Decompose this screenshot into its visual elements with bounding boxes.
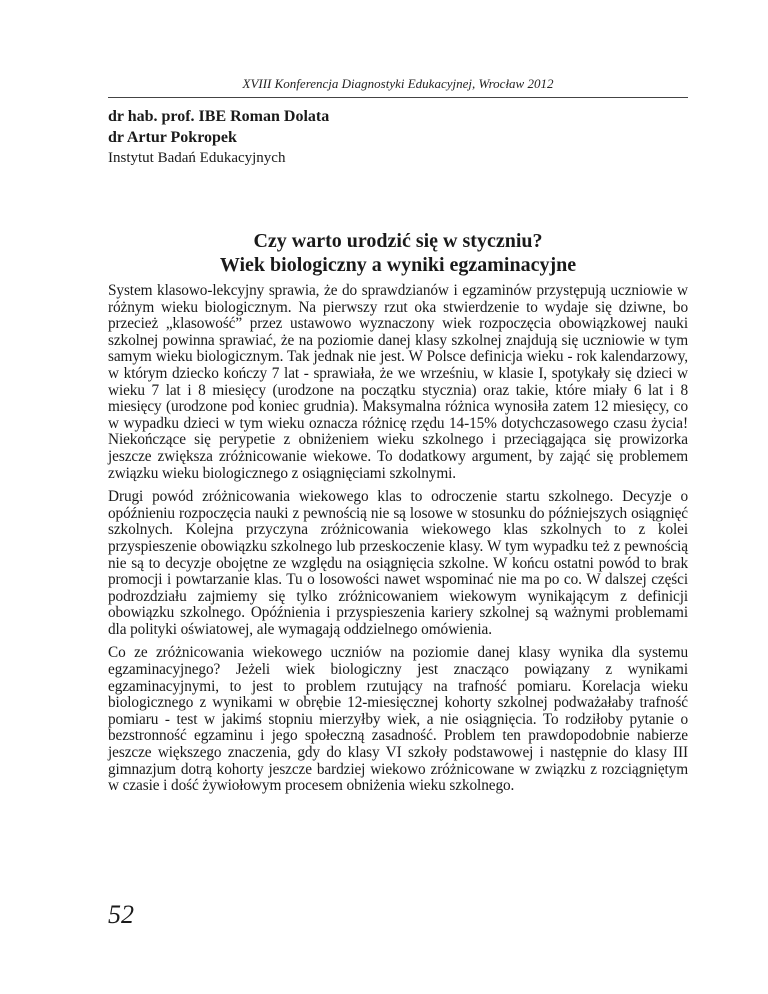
header-divider — [108, 97, 688, 98]
author-affiliation: Instytut Badań Edukacyjnych — [108, 150, 286, 166]
body-paragraph: System klasowo-lekcyjny sprawia, że do sprawdzianów i egzaminów przystępują uczniowie w różnym wieku biologicznym. Na pierwszy rzut oka stwierdzenie to wydaje się dziwne, bo przecież „klasowość” przez ustawowo wyznaczony wiek rozpoczęcia obowiązkowej nauki szkolnej powinna sprawiać, że na poziomie danej klasy szkolnej znajdują się uczniowie w tym samym wieku biologicznym. Tak jednak nie jest. W Polsce definicja wieku - rok kalendarzowy, w którym dziecko kończy 7 lat - sprawiała, że we wrześniu, w klasie I, spotykały się dzieci w wieku 7 lat i 8 miesięcy (urodzone na początku stycznia) oraz takie, które miały 6 lat i 8 miesięcy (urodzone pod koniec grudnia). Maksymalna różnica wynosiła zatem 12 miesięcy, co w wypadku dzieci w tym wieku oznacza różnicę rzędu 14-15% dotychczasowego czasu życia! Niekończące się perypetie z obniżeniem wieku szkolnego i przeciągająca się prowizorka jeszcze zwiększa zróżnicowanie wiekowe. To dodatkowy argument, by zająć się problemem związku wieku biologicznego z osiągnięciami szkolnymi. — [108, 282, 688, 482]
body-paragraph: Co ze zróżnicowania wiekowego uczniów na poziomie danej klasy wynika dla systemu egzaminacyjnego? Jeżeli wiek biologiczny jest znacząco powiązany z wynikami egzaminacyjnymi, to jest to problem rzutujący na trafność pomiaru. Korelacja wieku biologicznego z wynikami w obrębie 12-miesięcznej kohorty szkolnej podważałaby trafność pomiaru - test w jakimś stopniu mierzyłby wiek, a nie osiągnięcia. To rodziłoby pytanie o bezstronność egzaminu i jego społeczną zasadność. Problem ten prawdopodobnie nabierze jeszcze większego znaczenia, gdy do klasy VI szkoły podstawowej i następnie do klasy III gimnazjum dotrą kohorty jeszcze bardziej wiekowo zróżnicowane w związku z rozciągniętym w czasie i dość żywiołowym procesem obniżenia wieku szkolnego. — [108, 644, 688, 795]
title-line-1: Czy warto urodzić się w styczniu? — [253, 230, 543, 252]
page-number: 52 — [108, 900, 134, 929]
running-header: XVIII Konferencja Diagnostyki Edukacyjnej, Wrocław 2012 — [242, 76, 554, 91]
title-line-2: Wiek biologiczny a wyniki egzaminacyjne — [219, 254, 577, 276]
article-body — [108, 283, 688, 802]
document-page — [108, 0, 688, 994]
article-title — [108, 229, 688, 277]
author-name: dr hab. prof. IBE Roman Dolata — [108, 108, 330, 125]
author-name: dr Artur Pokropek — [108, 129, 237, 146]
author-block — [108, 106, 688, 168]
body-paragraph: Drugi powód zróżnicowania wiekowego klas to odroczenie startu szkolnego. Decyzje o opóźnieniu rozpoczęcia nauki z pewnością nie są losowe w stosunku do późniejszych osiągnięć szkolnych. Kolejna przyczyna zróżnicowania wiekowego klas szkolnych to z kolei przyspieszenie obowiązku szkolnego lub przeskoczenie klasy. W tym wypadku też z pewnością nie są to decyzje obojętne ze względu na osiągnięcia szkolne. W końcu ostatni powód to brak promocji i powtarzanie klas. Tu o losowości nawet wspominać nie ma po co. W dalszej części podrozdziału zajmiemy się tylko zróżnicowaniem wiekowym wynikającym z definicji obowiązku szkolnego. Opóźnienia i przyspieszenia kariery szkolnej są ważnymi problemami dla polityki oświatowej, ale wymagają oddzielnego omówienia. — [108, 488, 688, 638]
